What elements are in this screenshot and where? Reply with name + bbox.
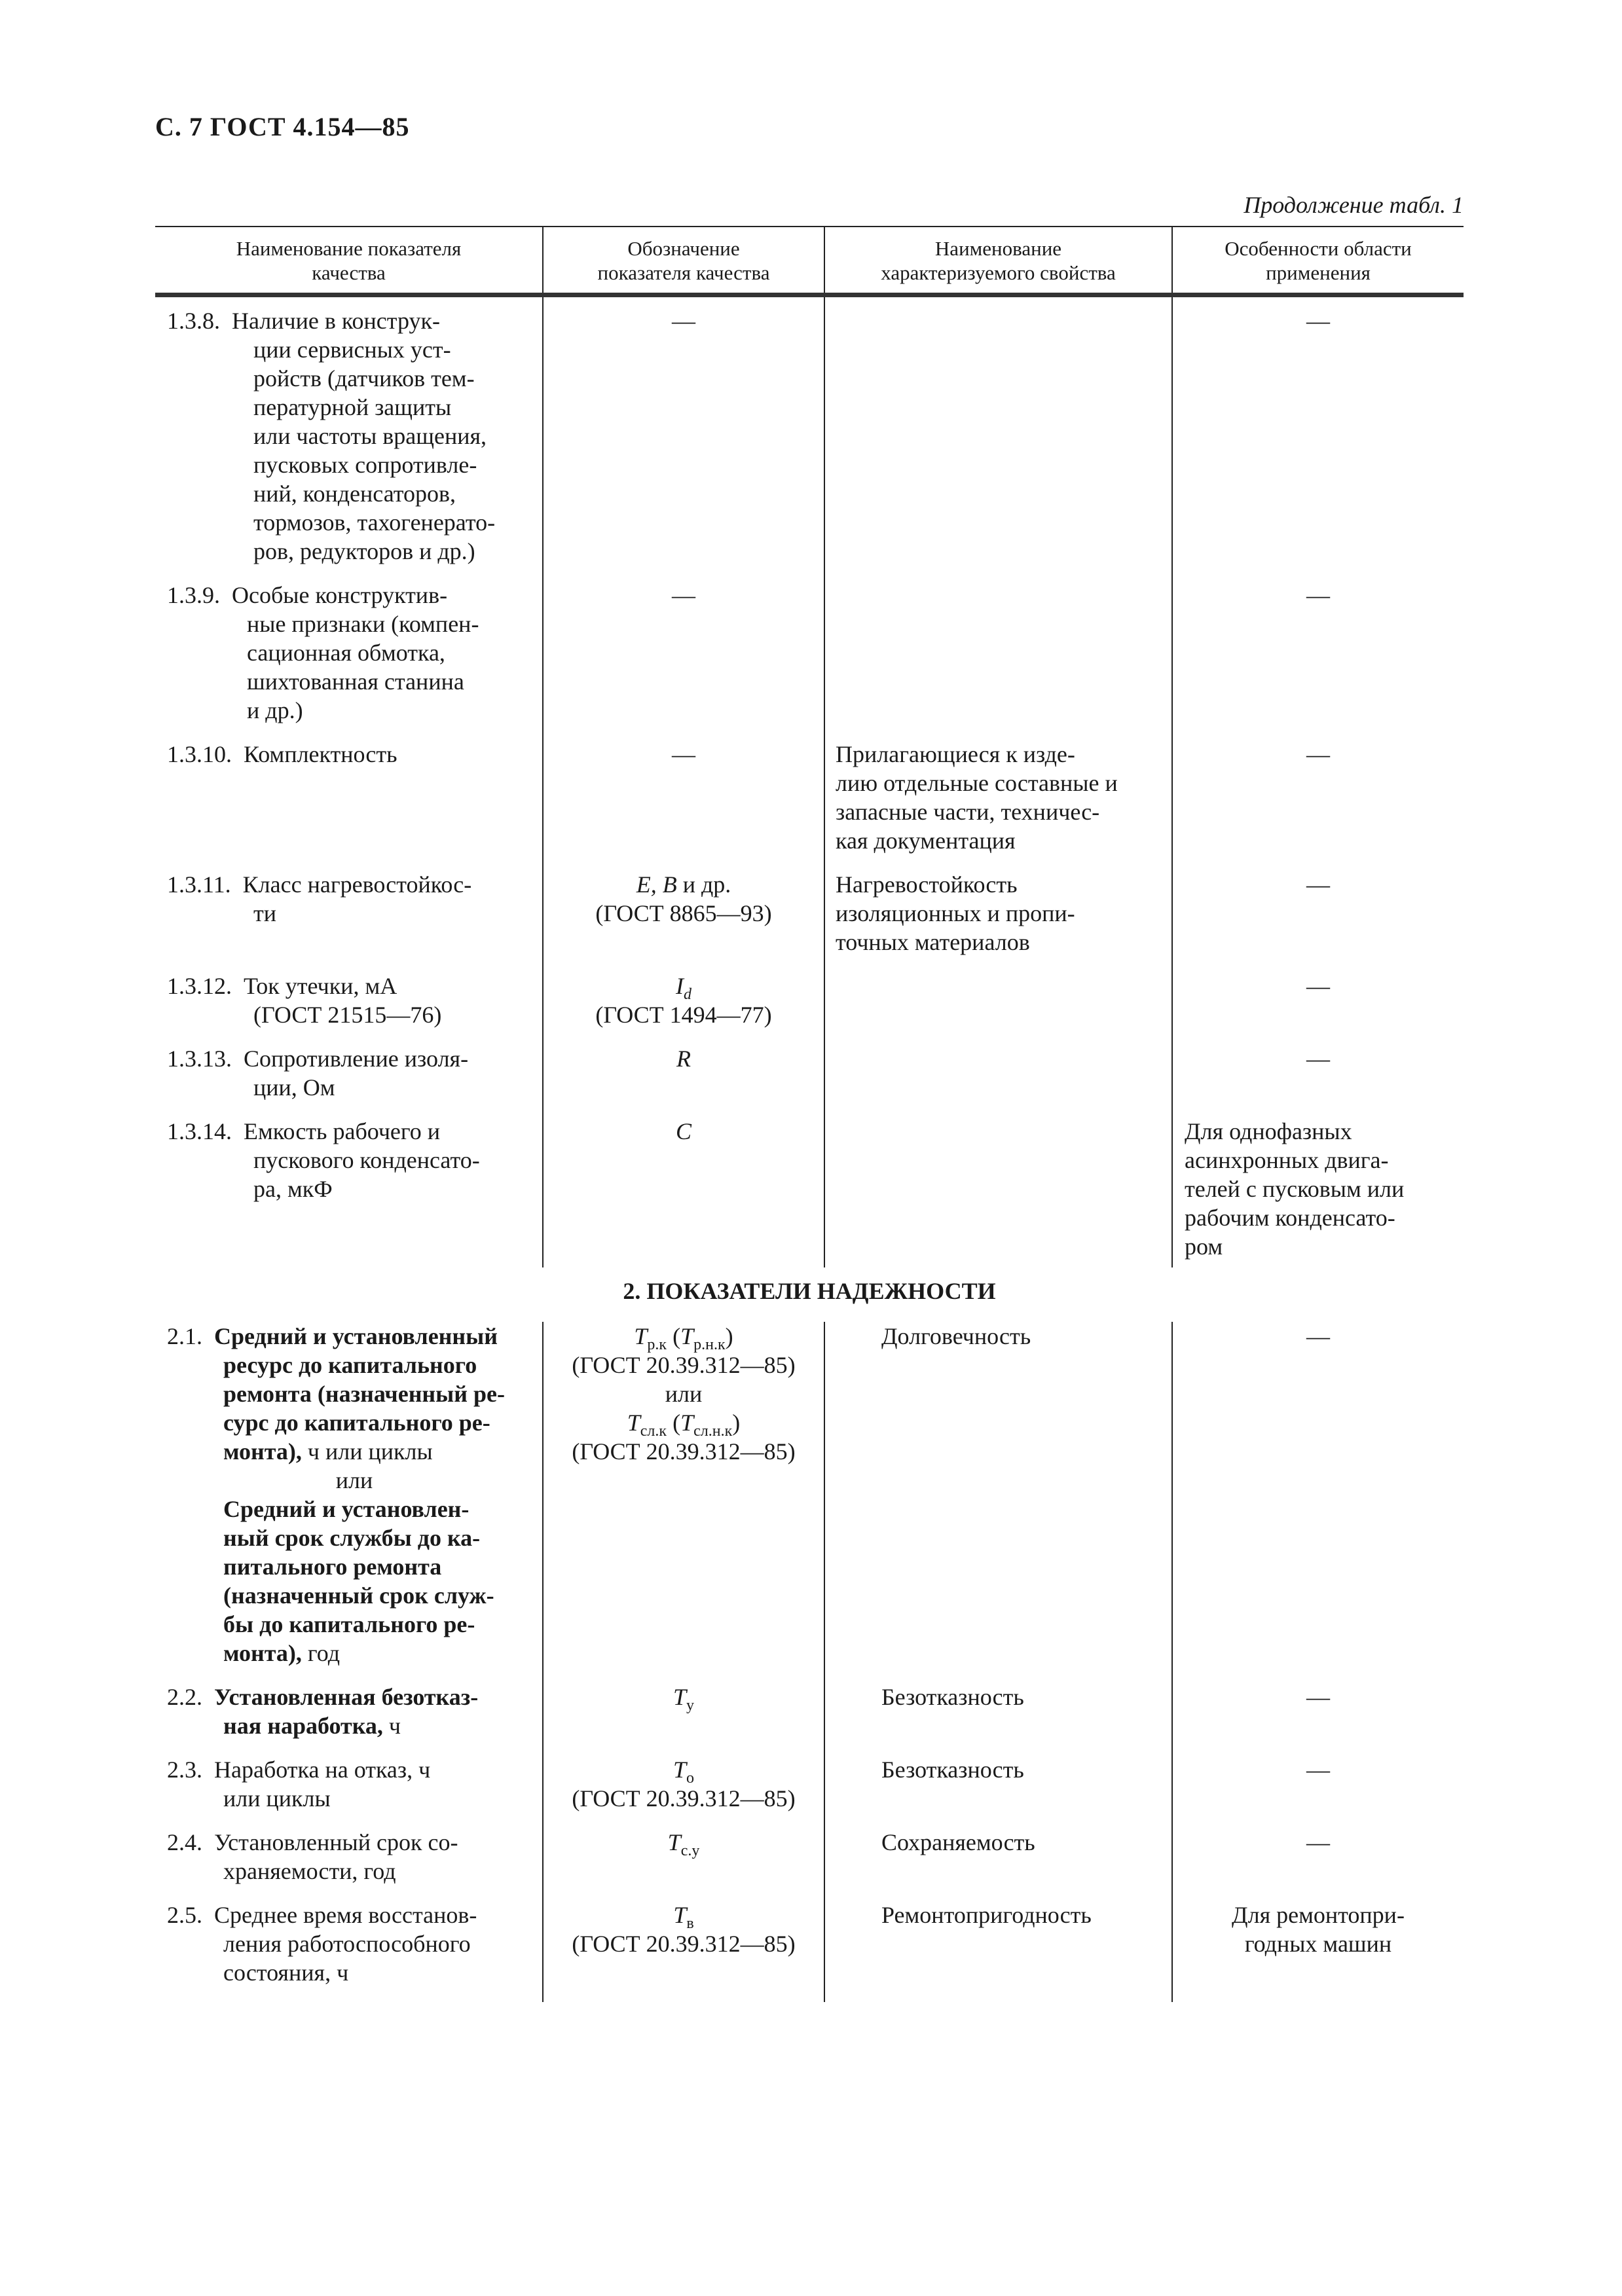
designation-cell: — — [543, 295, 824, 581]
property-text: Ремонтопригодность — [881, 1902, 1092, 1928]
designation-cell — [543, 1901, 824, 2002]
designation-subscript: сл.н.к — [693, 1423, 733, 1440]
column-header-application: Особенности области применения — [1172, 227, 1464, 295]
designation-cell — [543, 1683, 824, 1755]
property-cell — [824, 740, 1172, 870]
designation-cell — [543, 1755, 824, 1828]
standard-reference: (ГОСТ 20.39.312—85) — [572, 1352, 796, 1378]
property-cell — [824, 1322, 1172, 1683]
designation-cell — [543, 1828, 824, 1901]
table-row — [155, 1044, 1464, 1117]
designation-subscript: у — [686, 1697, 695, 1715]
indicator-name-cell — [155, 740, 543, 870]
designation-symbol: T — [627, 1410, 640, 1436]
indicator-name-cell — [155, 1117, 543, 1267]
designation-cell — [543, 972, 824, 1044]
designation-symbol: I — [676, 973, 684, 999]
table-row — [155, 581, 1464, 740]
indicator-name: Комплектность — [244, 741, 397, 767]
designation-symbol: T — [673, 1757, 687, 1783]
indicator-name-bold: Установленная безотказ- ная наработка, — [214, 1684, 479, 1739]
indicator-name-cell — [155, 581, 543, 740]
table-row — [155, 972, 1464, 1044]
application-cell: — — [1172, 870, 1464, 972]
designation-symbol: T — [673, 1684, 687, 1710]
property-cell — [824, 972, 1172, 1044]
standard-reference: (ГОСТ 8865—93) — [595, 900, 772, 926]
designation-symbol: T — [667, 1829, 681, 1855]
row-number: 2.2. — [167, 1684, 202, 1710]
property-cell — [824, 1755, 1172, 1828]
table-row — [155, 740, 1464, 870]
designation-cell: C — [543, 1117, 824, 1267]
application-cell: — — [1172, 1828, 1464, 1901]
designation-cell: — — [543, 740, 824, 870]
property-cell: Нагревостойкость изоляционных и пропи- точных материалов — [824, 870, 1172, 972]
designation-cell: R — [543, 1044, 824, 1117]
row-number: 1.3.9. — [167, 582, 220, 608]
property-cell — [824, 1683, 1172, 1755]
property-cell — [824, 1117, 1172, 1267]
row-number: 1.3.12. — [167, 973, 232, 999]
designation-subscript: d — [684, 986, 691, 1004]
indicator-name-cell — [155, 1828, 543, 1901]
property-cell — [824, 1828, 1172, 1901]
table-row — [155, 1828, 1464, 1901]
indicator-name-bold: Средний и установлен- ный срок службы до ка- питального ремонта (назначенный срок служ- бы до капитального ре- монта), — [223, 1496, 494, 1666]
indicator-name: Среднее время восстанов- ления работоспособного состояния, ч — [214, 1902, 477, 1986]
standard-reference: (ГОСТ 1494—77) — [595, 1002, 772, 1028]
indicator-name-cell — [155, 972, 543, 1044]
indicator-name: Особые конструктив- ные признаки (компен- сационная обмотка, шихтованная станина и др.) — [232, 582, 479, 723]
table-row — [155, 1901, 1464, 2002]
designation-cell — [543, 870, 824, 972]
property-text: Долговечность — [881, 1323, 1031, 1349]
application-cell: — — [1172, 1322, 1464, 1683]
table-row — [155, 1755, 1464, 1828]
designation-symbol: T — [680, 1323, 694, 1349]
application-cell: — — [1172, 1683, 1464, 1755]
table-row — [155, 295, 1464, 581]
or-separator: или — [335, 1467, 373, 1493]
designation-cell: — — [543, 581, 824, 740]
or-separator: или — [665, 1381, 703, 1407]
row-number: 1.3.14. — [167, 1118, 232, 1144]
designation-symbol: E, B — [636, 871, 677, 898]
row-number: 2.4. — [167, 1829, 202, 1855]
indicator-name-cell — [155, 1755, 543, 1828]
table-row — [155, 1322, 1464, 1683]
application-cell: — — [1172, 1044, 1464, 1117]
indicator-name-cell — [155, 1322, 543, 1683]
property-text: Сохраняемость — [881, 1829, 1035, 1855]
column-header-indicator-name: Наименование показателя качества — [155, 227, 543, 295]
application-cell: — — [1172, 972, 1464, 1044]
property-text: Прилагающиеся к изде- лию отдельные составные и запасные части, техничес- кая документация — [836, 741, 1118, 854]
application-cell: Для однофазных асинхронных двига- телей с пусковым или рабочим конденсато- ром — [1172, 1117, 1464, 1267]
column-header-property: Наименование характеризуемого свойства — [824, 227, 1172, 295]
designation-subscript: сл.к — [640, 1423, 667, 1440]
application-cell: — — [1172, 1755, 1464, 1828]
indicator-name: Наработка на отказ, ч или циклы — [214, 1757, 431, 1812]
standard-reference: (ГОСТ 20.39.312—85) — [572, 1438, 796, 1465]
designation-subscript: р.к — [647, 1336, 667, 1354]
table-row — [155, 1117, 1464, 1267]
indicator-name: Ток утечки, мА (ГОСТ 21515—76) — [244, 973, 442, 1028]
designation-symbol: T — [680, 1410, 694, 1436]
quality-indicators-table — [155, 226, 1464, 2002]
designation-cell: $T_{р.к}$ $(T_{р.н.к})$ (ГОСТ 20.39.312—85) или $T_{сл.к}$ $(T_{сл.н.к})$ (ГОСТ 20.39.312—85) — [543, 1322, 824, 1683]
property-text: Безотказность — [881, 1757, 1024, 1783]
designation-subscript: р.н.к — [693, 1336, 726, 1354]
indicator-name: Установленный срок со- храняемости, год — [214, 1829, 458, 1884]
designation-subscript: в — [686, 1915, 694, 1933]
table-header-row — [155, 227, 1464, 295]
designation-symbol: T — [634, 1323, 648, 1349]
designation-subscript: с.у — [680, 1842, 700, 1860]
indicator-name-cell — [155, 1044, 543, 1117]
section-heading-row — [155, 1267, 1464, 1322]
designation-symbol: T — [673, 1902, 687, 1928]
indicator-name: Наличие в конструк- ции сервисных уст- ройств (датчиков тем- пературной защиты или частоты вращения, пусковых сопротивле- ний, конденсаторов, тормозов, тахогенерато- ров, редукторов и др.) — [232, 308, 496, 564]
property-cell — [824, 581, 1172, 740]
standard-reference: (ГОСТ 20.39.312—85) — [572, 1931, 796, 1957]
property-cell — [824, 1901, 1172, 2002]
row-number: 1.3.13. — [167, 1046, 232, 1072]
row-number: 2.1. — [167, 1323, 202, 1349]
table-row — [155, 1683, 1464, 1755]
designation-subscript: о — [686, 1770, 695, 1787]
application-cell: Для ремонтопри- годных машин — [1172, 1901, 1464, 2002]
page-title: С. 7 ГОСТ 4.154—85 — [155, 112, 410, 141]
indicator-name: Емкость рабочего и пускового конденсато- ра, мкФ — [244, 1118, 480, 1202]
column-header-designation: Обозначение показателя качества — [543, 227, 824, 295]
indicator-unit: ч — [382, 1713, 401, 1739]
indicator-name: Класс нагревостойкос- ти — [242, 871, 472, 926]
row-number: 1.3.8. — [167, 308, 220, 334]
standard-reference: (ГОСТ 20.39.312—85) — [572, 1785, 796, 1812]
indicator-name-cell — [155, 870, 543, 972]
property-text: Безотказность — [881, 1684, 1024, 1710]
indicator-name-cell — [155, 1901, 543, 2002]
indicator-name: Сопротивление изоля- ции, Ом — [244, 1046, 469, 1101]
property-cell — [824, 1044, 1172, 1117]
application-cell: — — [1172, 581, 1464, 740]
indicator-name-cell — [155, 295, 543, 581]
indicator-name-cell — [155, 1683, 543, 1755]
table-continuation-label: Продолжение табл. 1 — [1244, 192, 1464, 218]
application-cell: — — [1172, 295, 1464, 581]
table-row — [155, 870, 1464, 972]
row-number: 2.5. — [167, 1902, 202, 1928]
section-title: 2. ПОКАЗАТЕЛИ НАДЕЖНОСТИ — [623, 1278, 996, 1304]
row-number: 1.3.10. — [167, 741, 232, 767]
row-number: 2.3. — [167, 1757, 202, 1783]
indicator-unit: ч или циклы — [301, 1438, 433, 1465]
application-cell: — — [1172, 740, 1464, 870]
indicator-unit: год — [301, 1640, 341, 1666]
designation-suffix: и др. — [676, 871, 731, 898]
property-cell — [824, 295, 1172, 581]
row-number: 1.3.11. — [167, 871, 231, 898]
indicator-name-bold: Средний и установленный ресурс до капитального ремонта (назначенный ре- сурс до капитального ре- монта), — [214, 1323, 506, 1465]
